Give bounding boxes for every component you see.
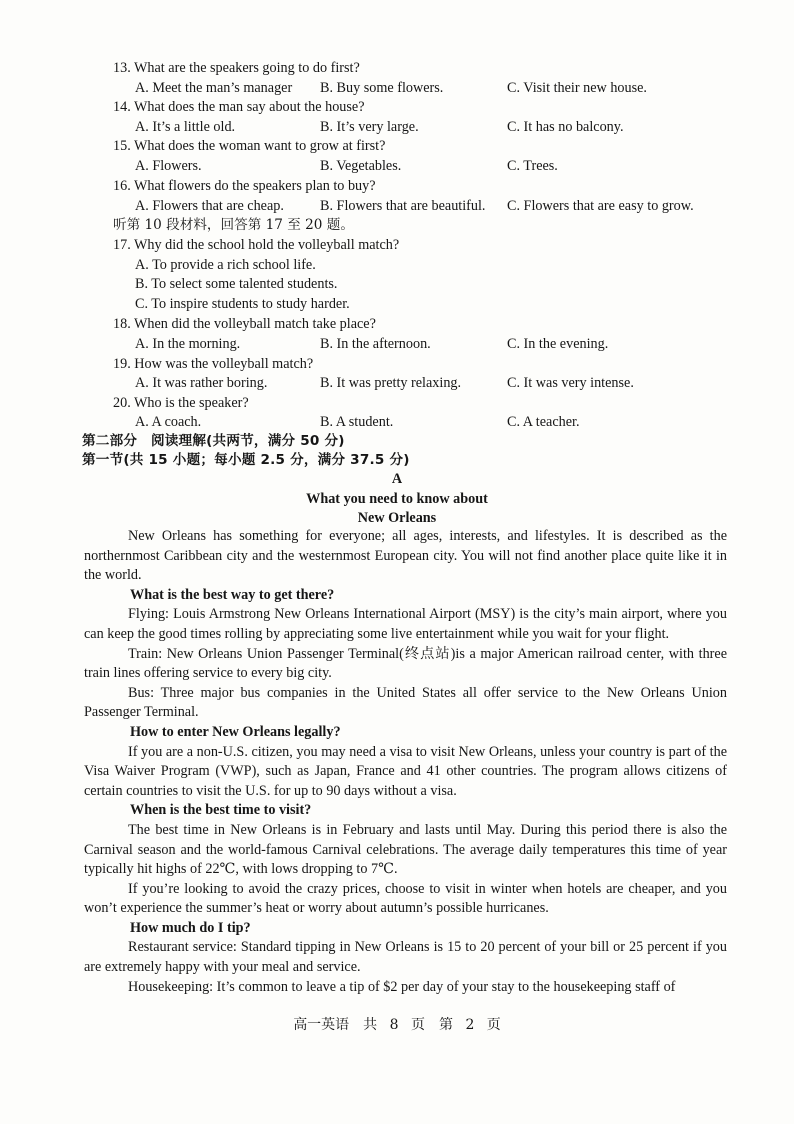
q13-option-a: A. Meet the man’s manager	[135, 80, 293, 96]
q17-option-b: B. To select some talented students.	[135, 276, 338, 292]
q15-option-a: A. Flowers.	[135, 158, 202, 174]
q17-option-c: C. To inspire students to study harder.	[135, 296, 350, 312]
q20-option-c: C. A teacher.	[507, 414, 580, 430]
passage-title-line-1: What you need to know about	[306, 491, 488, 507]
q15-option-c: C. Trees.	[507, 158, 558, 174]
passage-body	[84, 527, 727, 997]
reading-section-title: 第一节(共 15 小题；每小题 2.5 分，满分 37.5 分)	[82, 452, 410, 468]
q19-option-a: A. It was rather boring.	[135, 375, 268, 391]
q18-option-b: B. In the afternoon.	[320, 336, 431, 352]
q20-option-a: A. A coach.	[135, 414, 202, 430]
q13-option-b: B. Buy some flowers.	[320, 80, 444, 96]
q14-option-b: B. It’s very large.	[320, 119, 419, 135]
paragraph-intro: New Orleans has something for everyone; all ages, interests, and lifestyles. It is described as the northernmost Caribbean city and the westernmost European city. You will not find another place quite like it in the world.	[84, 528, 727, 584]
paragraph-visa: If you are a non-U.S. citizen, you may need a visa to visit New Orleans, unless your country is part of the Visa Waiver Program (VWP), such as Japan, France and 41 other countries. The program allows citizens of certain countries to visit the U.S. for up to 90 days without a visa.	[84, 743, 727, 799]
paragraph-housekeeping: Housekeeping: It’s common to leave a tip of $2 per day of your stay to the housekeeping staff of	[128, 978, 676, 995]
q16-option-b: B. Flowers that are beautiful.	[320, 198, 486, 214]
q13-option-c: C. Visit their new house.	[507, 80, 647, 96]
heading-tip: How much do I tip?	[130, 919, 251, 936]
q14-option-a: A. It’s a little old.	[135, 119, 236, 135]
reading-part-title: 第二部分 阅读理解(共两节，满分 50 分)	[82, 433, 345, 449]
question-14: 14. What does the man say about the house?	[113, 99, 365, 115]
q14-option-c: C. It has no balcony.	[507, 119, 624, 135]
passage-title-line-2: New Orleans	[357, 510, 437, 526]
q18-option-a: A. In the morning.	[135, 336, 241, 352]
listening-instruction: 听第 10 段材料，回答第 17 至 20 题。	[113, 217, 354, 233]
q19-option-c: C. It was very intense.	[507, 375, 634, 391]
question-13: 13. What are the speakers going to do first?	[113, 60, 360, 76]
question-18: 18. When did the volleyball match take place?	[113, 316, 376, 332]
q15-option-b: B. Vegetables.	[320, 158, 402, 174]
paragraph-restaurant: Restaurant service: Standard tipping in New Orleans is 15 to 20 percent of your bill or 25 percent if you are extremely happy with your meal and service.	[84, 939, 727, 976]
q17-option-a: A. To provide a rich school life.	[135, 257, 316, 273]
q16-option-c: C. Flowers that are easy to grow.	[507, 198, 694, 214]
question-15: 15. What does the woman want to grow at first?	[113, 138, 386, 154]
paragraph-winter: If you’re looking to avoid the crazy prices, choose to visit in winter when hotels are cheaper, and you won’t experience the summer’s heat or worry about autumn’s possible hurricanes.	[84, 880, 727, 917]
question-16: 16. What flowers do the speakers plan to buy?	[113, 178, 376, 194]
paragraph-best-time: The best time in New Orleans is in February and lasts until May. During this period there is also the Carnival season and the world-famous Carnival celebrations. The average daily temperatures this time of year typically hit highs of 22℃, with lows dropping to 7℃.	[84, 821, 727, 878]
question-20: 20. Who is the speaker?	[113, 395, 249, 411]
paragraph-flying: Flying: Louis Armstrong New Orleans International Airport (MSY) is the city’s main airport, where you can keep the good times rolling by appreciating some live entertainment while you wait for your flight.	[84, 606, 727, 642]
paragraph-bus: Bus: Three major bus companies in the United States all offer service to the New Orleans Union Passenger Terminal.	[84, 684, 727, 721]
paragraph-train: Train: New Orleans Union Passenger Terminal(终点站)is a major American railroad center, with three train lines offering service to every big city.	[84, 645, 727, 682]
heading-best-time: When is the best time to visit?	[130, 802, 312, 819]
question-19: 19. How was the volleyball match?	[113, 356, 314, 372]
question-17: 17. Why did the school hold the volleyball match?	[113, 237, 400, 253]
heading-enter: How to enter New Orleans legally?	[130, 723, 341, 740]
q19-option-b: B. It was pretty relaxing.	[320, 375, 462, 391]
q20-option-b: B. A student.	[320, 414, 394, 430]
passage-letter: A	[391, 471, 403, 487]
q18-option-c: C. In the evening.	[507, 336, 609, 352]
q16-option-a: A. Flowers that are cheap.	[135, 198, 284, 214]
page-footer: 高一英语 共 8 页 第 2 页	[293, 1017, 501, 1033]
heading-travel: What is the best way to get there?	[130, 586, 335, 603]
